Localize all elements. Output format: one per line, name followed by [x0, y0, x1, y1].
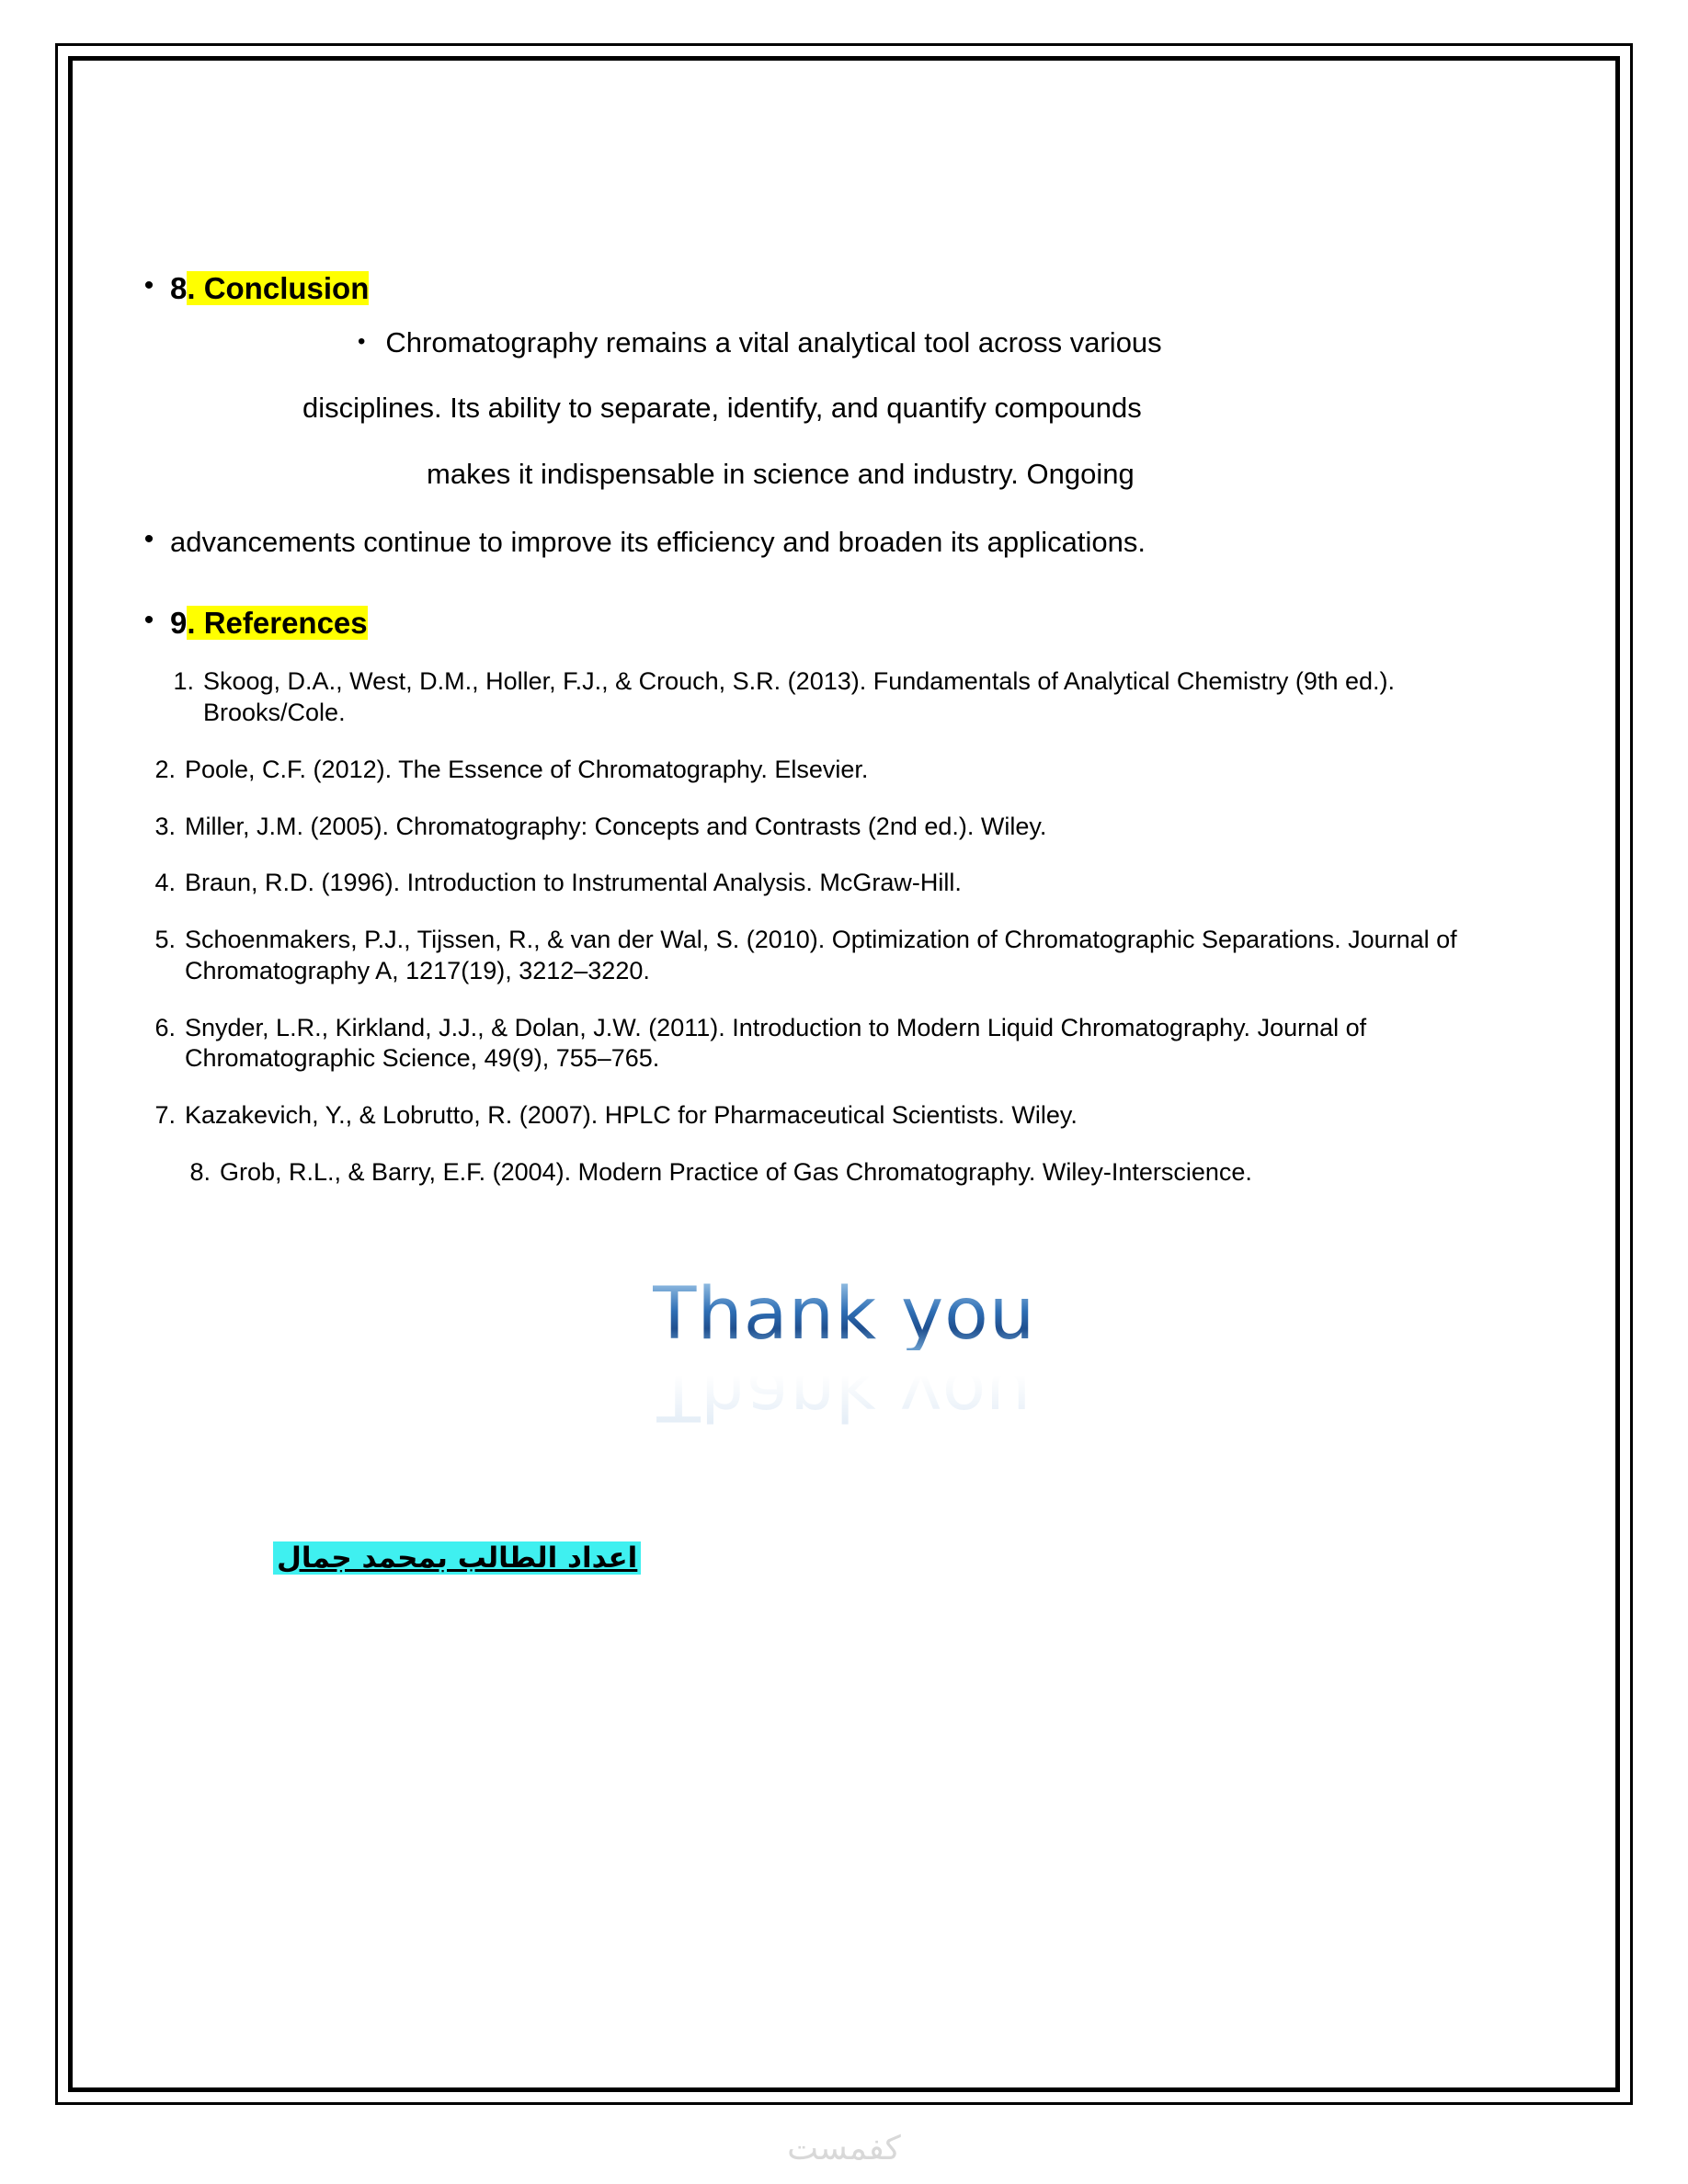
list-item — [128, 868, 1560, 899]
conclusion-line-4-row — [128, 524, 1560, 561]
page-outer-border — [55, 43, 1633, 2105]
bullet-icon: • — [143, 524, 154, 554]
reference-number: 2. — [154, 755, 176, 783]
list-item — [128, 812, 1560, 843]
heading-conclusion-number: 8 — [170, 271, 188, 305]
heading-references-number: 9 — [170, 605, 188, 640]
conclusion-line-1-row — [358, 327, 1560, 358]
author-credit-text: اعداد الطالب بمحمد جمال — [273, 1541, 641, 1575]
list-item — [128, 666, 1560, 729]
heading-conclusion-title: . Conclusion — [187, 271, 370, 305]
list-item — [163, 1157, 1560, 1189]
list-item — [128, 925, 1560, 987]
reference-text: Kazakevich, Y., & Lobrutto, R. (2007). HPLC for Pharmaceutical Scientists. Wiley. — [185, 1101, 1078, 1130]
heading-references-title: . References — [187, 605, 368, 640]
reference-text: Poole, C.F. (2012). The Essence of Chromatography. Elsevier. — [185, 755, 869, 783]
reference-text: Schoenmakers, P.J., Tijssen, R., & van der Wal, S. (2010). Optimization of Chromatographic Separations. Journal of Chromatography A, 1217(19), 3212–3220. — [185, 926, 1457, 984]
reference-number: 4. — [154, 869, 176, 897]
reference-text: Skoog, D.A., West, D.M., Holler, F.J., & Crouch, S.R. (2013). Fundamentals of Analytical Chemistry (9th ed.). Brooks/Cole. — [203, 667, 1395, 727]
heading-references — [170, 605, 368, 642]
conclusion-line-2: disciplines. Its ability to separate, identify, and quantify compounds — [302, 392, 1142, 425]
page-watermark: كفمست — [787, 2130, 901, 2167]
list-item — [128, 1100, 1560, 1132]
reference-text: Miller, J.M. (2005). Chromatography: Concepts and Contrasts (2nd ed.). Wiley. — [185, 812, 1047, 840]
reference-number: 6. — [154, 1013, 176, 1041]
conclusion-paragraph — [128, 327, 1560, 561]
reference-list — [128, 666, 1560, 1188]
author-credit — [273, 1541, 641, 1575]
heading-conclusion — [170, 270, 369, 307]
reference-number: 1. — [173, 667, 194, 696]
reference-text: Grob, R.L., & Barry, E.F. (2004). Modern Practice of Gas Chromatography. Wiley-Interscience. — [220, 1157, 1252, 1186]
section-heading-references — [128, 605, 1560, 642]
conclusion-line-4: advancements continue to improve its efficiency and broaden its applications. — [170, 526, 1146, 558]
conclusion-line-1: Chromatography remains a vital analytical tool across various — [385, 325, 1162, 358]
bullet-icon: • — [358, 328, 366, 354]
reference-number: 8. — [189, 1157, 211, 1186]
thank-you-text: Thank you — [652, 1272, 1036, 1356]
reference-text: Snyder, L.R., Kirkland, J.J., & Dolan, J.W. (2011). Introduction to Modern Liquid Chromatography. Journal of Chromatographic Science, 49(9), 755–765. — [185, 1013, 1367, 1073]
thank-you-reflection: Thank you — [128, 1358, 1560, 1429]
conclusion-line-3: makes it indispensable in science and industry. Ongoing — [427, 457, 1135, 490]
page-inner-border — [68, 56, 1620, 2092]
reference-number: 3. — [154, 812, 176, 840]
reference-number: 5. — [154, 926, 176, 954]
thank-you-wordart — [128, 1272, 1560, 1453]
list-item — [128, 755, 1560, 786]
reference-text: Braun, R.D. (1996). Introduction to Instrumental Analysis. McGraw-Hill. — [185, 869, 962, 897]
bullet-icon: • — [143, 604, 154, 635]
document-content — [73, 61, 1615, 2087]
reference-number: 7. — [154, 1101, 176, 1130]
list-item — [128, 1013, 1560, 1075]
section-heading-conclusion — [128, 270, 1560, 307]
bullet-icon: • — [143, 270, 154, 301]
